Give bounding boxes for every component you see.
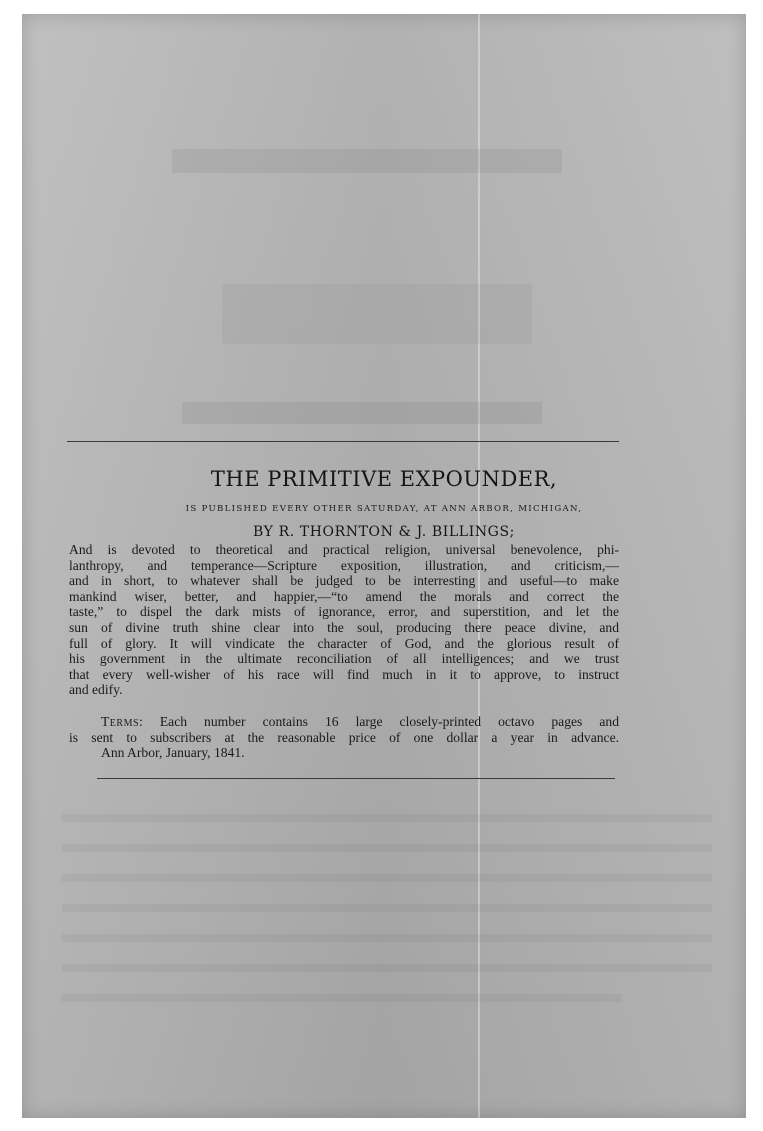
text-line: sun of divine truth shine clear into the soul, producing there peace divine, and xyxy=(69,619,619,635)
text-line: taste,” to dispel the dark mists of ignorance, error, and superstition, and let the xyxy=(69,604,619,620)
text-line: and in short, to whatever shall be judged to be interresting and useful—to make xyxy=(69,573,619,589)
dateline: Ann Arbor, January, 1841. xyxy=(101,745,245,760)
bottom-rule xyxy=(97,778,615,779)
text-line: And is devoted to theoretical and practical religion, universal benevolence, phi- xyxy=(69,542,619,557)
terms-text: : Each number contains 16 large closely-printed octavo pages and xyxy=(139,714,619,729)
show-through-ornament xyxy=(222,284,532,344)
text-line: that every well-wisher of his race will find much in it to approve, to instruct xyxy=(69,666,619,682)
show-through-text xyxy=(62,904,712,912)
terms-paragraph xyxy=(69,714,619,745)
show-through-heading xyxy=(172,149,562,173)
terms-line xyxy=(69,714,619,730)
show-through-text xyxy=(62,994,622,1002)
byline: BY R. THORNTON & J. BILLINGS; xyxy=(253,524,515,540)
show-through-text xyxy=(62,874,712,882)
show-through-heading xyxy=(182,402,542,424)
show-through-text xyxy=(62,844,712,852)
text-line: his government in the ultimate reconciliation of all intelligences; and we trust xyxy=(69,651,619,667)
show-through-text xyxy=(62,964,712,972)
show-through-text xyxy=(62,934,712,942)
text-line: and edify. xyxy=(69,682,123,698)
publication-info: IS PUBLISHED EVERY OTHER SATURDAY, AT ANN ARBOR, MICHIGAN, xyxy=(185,504,583,514)
text-line: lanthropy, and temperance—Scripture exposition, illustration, and criticism,— xyxy=(69,557,619,573)
show-through-text xyxy=(62,814,712,822)
description-paragraph xyxy=(69,542,619,698)
text-line: mankind wiser, better, and happier,—“to amend the morals and correct the xyxy=(69,588,619,604)
top-rule xyxy=(67,441,619,442)
page-title: THE PRIMITIVE EXPOUNDER, xyxy=(210,467,558,491)
terms-line: is sent to subscribers at the reasonable price of one dollar a year in advance. xyxy=(69,729,619,745)
document-page xyxy=(22,14,746,1118)
text-line: full of glory. It will vindicate the character of God, and the glorious result of xyxy=(69,635,619,651)
terms-label: Terms xyxy=(101,714,140,729)
